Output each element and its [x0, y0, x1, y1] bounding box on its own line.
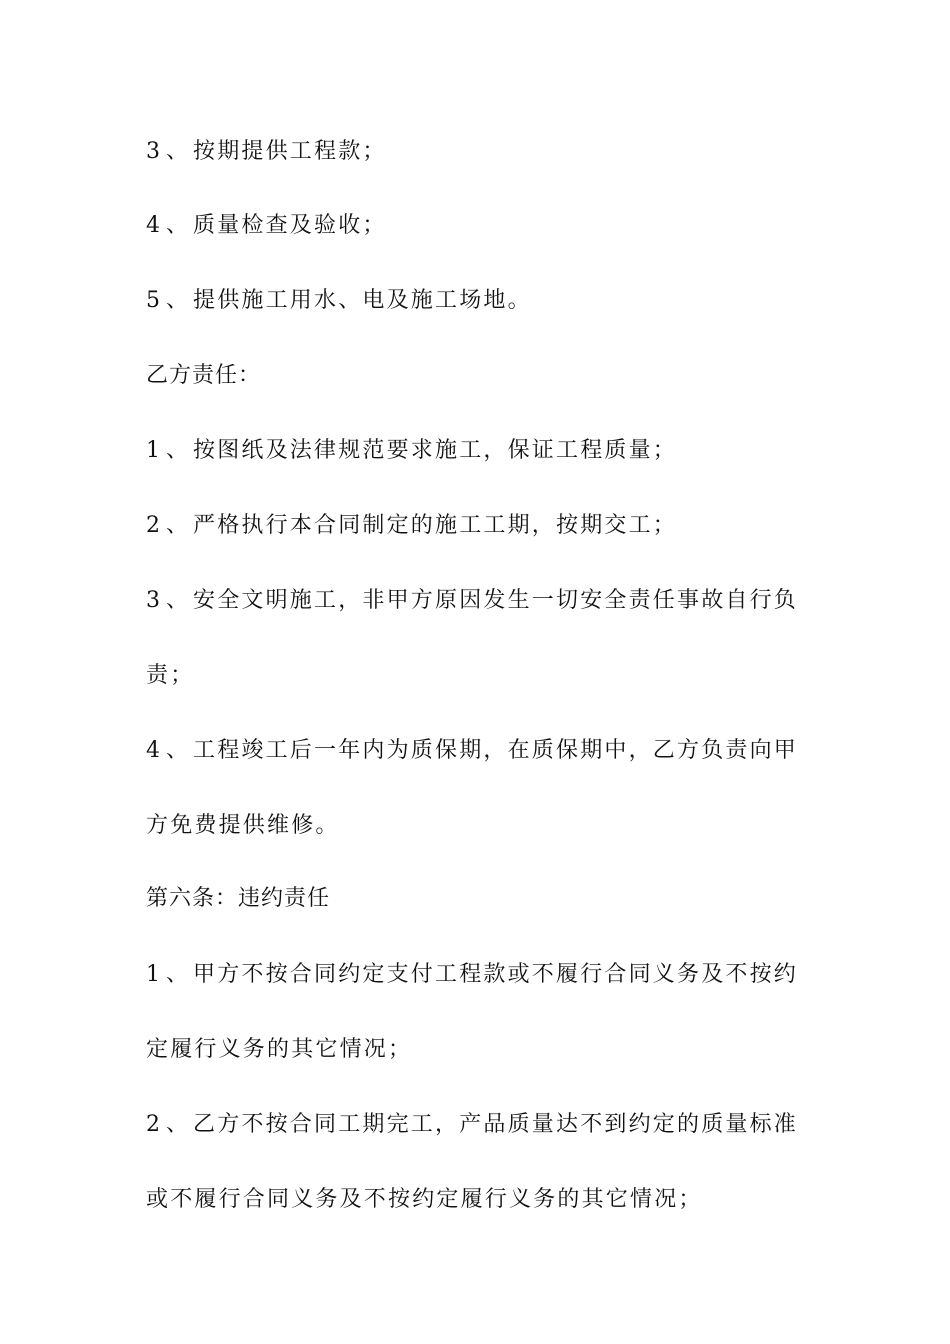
list-item	[146, 211, 826, 241]
item-number: 3、	[146, 139, 194, 164]
list-item	[146, 736, 826, 766]
item-text: 乙方不按合同工期完工，产品质量达不到约定的质量标准	[193, 1112, 799, 1137]
continuation-text: 责；	[146, 663, 195, 688]
item-text: 严格执行本合同制定的施工工期，按期交工；	[193, 513, 678, 538]
item-number: 5、	[146, 288, 194, 313]
continuation-text: 定履行义务的其它情况；	[146, 1037, 413, 1062]
item-text: 质量检查及验收；	[193, 213, 387, 238]
item-text: 提供施工用水、电及施工场地。	[193, 288, 532, 313]
item-text: 按图纸及法律规范要求施工，保证工程质量；	[193, 438, 678, 463]
list-item	[146, 1110, 826, 1140]
item-number: 1、	[146, 962, 194, 987]
item-text: 按期提供工程款；	[193, 139, 387, 164]
section-heading: 第六条：违约责任	[146, 886, 331, 911]
item-number: 4、	[146, 213, 194, 238]
list-item	[146, 286, 826, 316]
item-number: 1、	[146, 438, 194, 463]
item-text: 甲方不按合同约定支付工程款或不履行合同义务及不按约	[193, 962, 799, 987]
continuation-text: 或不履行合同义务及不按约定履行义务的其它情况；	[146, 1187, 703, 1212]
item-number: 3、	[146, 588, 194, 613]
list-item	[146, 436, 826, 466]
list-item	[146, 586, 826, 616]
item-text: 工程竣工后一年内为质保期，在质保期中，乙方负责向甲	[193, 738, 799, 763]
list-item	[146, 960, 826, 990]
item-number: 2、	[146, 513, 194, 538]
continuation-text: 方免费提供维修。	[146, 813, 340, 838]
item-text: 安全文明施工，非甲方原因发生一切安全责任事故自行负	[193, 588, 799, 613]
list-item	[146, 511, 826, 541]
item-number: 2、	[146, 1112, 194, 1137]
item-number: 4、	[146, 738, 194, 763]
section-heading: 乙方责任：	[146, 363, 262, 388]
list-item	[146, 137, 826, 167]
